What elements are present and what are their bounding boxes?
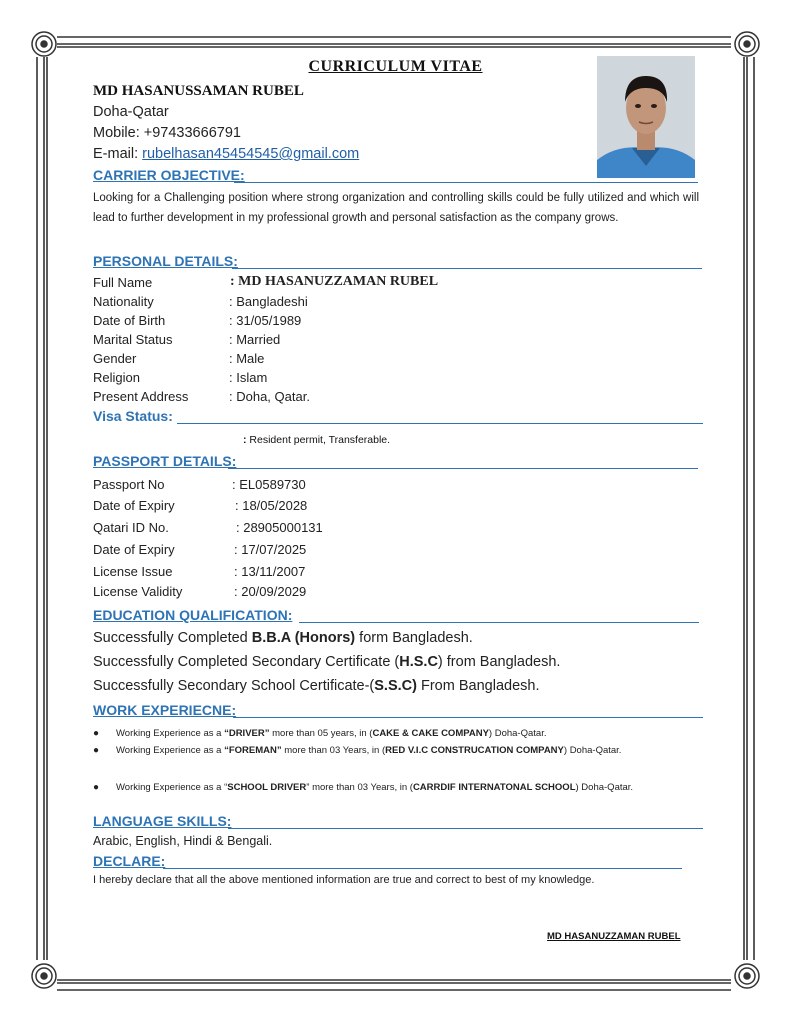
license-issue-value: : 13/11/2007: [234, 564, 306, 579]
bullet-icon: ●: [93, 728, 100, 739]
header-name: MD HASANUSSAMAN RUBEL: [93, 83, 304, 99]
qid-expiry-label: Date of Expiry: [93, 542, 175, 557]
passport-expiry-value: : 18/05/2028: [235, 498, 308, 513]
qid-label: Qatari ID No.: [93, 520, 169, 535]
section-rule: [177, 423, 703, 424]
full-name-label: Full Name: [93, 275, 153, 290]
license-issue-label: License Issue: [93, 564, 173, 579]
license-validity-value: : 20/09/2029: [234, 584, 307, 599]
gender-value: : Male: [229, 351, 265, 366]
section-rule: [228, 468, 698, 469]
profile-photo: [597, 56, 695, 178]
header-email: [93, 146, 359, 162]
work-item: ● Working Experience as a “SCHOOL DRIVER” more than 03 Years, in (CARRDIF INTERNATONAL SCHOOL) Doha-Qatar.: [93, 782, 634, 793]
license-validity-label: License Validity: [93, 584, 183, 599]
page-title: CURRICULUM VITAE: [308, 58, 483, 75]
section-rule: [233, 717, 703, 718]
section-heading-work: WORK EXPERIECNE:: [93, 702, 237, 718]
address-value: : Doha, Qatar.: [229, 389, 310, 404]
section-heading-education: EDUCATION QUALIFICATION:: [93, 607, 293, 623]
nationality-value: : Bangladeshi: [229, 294, 308, 309]
section-rule: [234, 182, 698, 183]
section-heading-objective: CARRIER OBJECTIVE:: [93, 167, 245, 183]
marital-value: : Married: [229, 332, 281, 347]
passport-expiry-label: Date of Expiry: [93, 498, 175, 513]
bullet-icon: ●: [93, 745, 100, 756]
full-name-value: : MD HASANUZZAMAN RUBEL: [230, 274, 439, 289]
dob-label: Date of Birth: [93, 313, 166, 328]
language-text: Arabic, English, Hindi & Bengali.: [93, 834, 273, 848]
dob-value: : 31/05/1989: [229, 313, 302, 328]
corner-ornament-tr: [735, 32, 759, 56]
section-rule: [299, 622, 699, 623]
section-heading-visa: Visa Status:: [93, 408, 173, 424]
section-rule: [228, 828, 703, 829]
section-heading-personal: PERSONAL DETAILS:: [93, 253, 238, 269]
qid-expiry-value: : 17/07/2025: [234, 542, 307, 557]
bullet-icon: ●: [93, 782, 100, 793]
corner-ornament-tl: [32, 32, 56, 56]
declare-text: I hereby declare that all the above mentioned information are true and correct to best of my knowledge.: [93, 874, 595, 886]
header-mobile: Mobile: +97433666791: [93, 125, 241, 141]
passport-no-value: : EL0589730: [232, 477, 306, 492]
objective-text: Looking for a Challenging position where strong organization and controlling skills could be fully utilized and which will lead to further development in my professional growth and personal satisfaction as the company grows.: [93, 192, 699, 224]
corner-ornament-bl: [32, 964, 56, 988]
signature-name: MD HASANUZZAMAN RUBEL: [547, 931, 681, 942]
section-heading-declare: DECLARE:: [93, 853, 166, 869]
visa-status-value: : Resident permit, Transferable.: [243, 434, 391, 446]
work-item: ● Working Experience as a “DRIVER” more than 05 years, in (CAKE & CAKE COMPANY) Doha-Qatar.: [93, 728, 547, 739]
education-item: Successfully Completed B.B.A (Honors) form Bangladesh.: [93, 630, 473, 646]
corner-ornament-br: [735, 964, 759, 988]
header-location: Doha-Qatar: [93, 104, 169, 120]
section-heading-passport: PASSPORT DETAILS:: [93, 453, 237, 469]
email-link[interactable]: rubelhasan45454545@gmail.com: [142, 146, 360, 162]
passport-no-label: Passport No: [93, 477, 165, 492]
religion-value: : Islam: [229, 370, 268, 385]
religion-label: Religion: [93, 370, 140, 385]
education-item: Successfully Completed Secondary Certificate (H.S.C) from Bangladesh.: [93, 654, 561, 670]
section-rule: [163, 868, 682, 869]
qid-value: : 28905000131: [236, 520, 323, 535]
marital-label: Marital Status: [93, 332, 173, 347]
education-item: Successfully Secondary School Certificate-(S.S.C) From Bangladesh.: [93, 678, 540, 694]
nationality-label: Nationality: [93, 294, 154, 309]
email-label: E-mail:: [93, 146, 143, 162]
section-heading-language: LANGUAGE SKILLS:: [93, 813, 232, 829]
section-rule: [232, 268, 702, 269]
address-label: Present Address: [93, 389, 189, 404]
work-item: ● Working Experience as a “FOREMAN” more than 03 Years, in (RED V.I.C CONSTRUCATION COMPANY) Doha-Qatar.: [93, 745, 622, 756]
gender-label: Gender: [93, 351, 137, 366]
